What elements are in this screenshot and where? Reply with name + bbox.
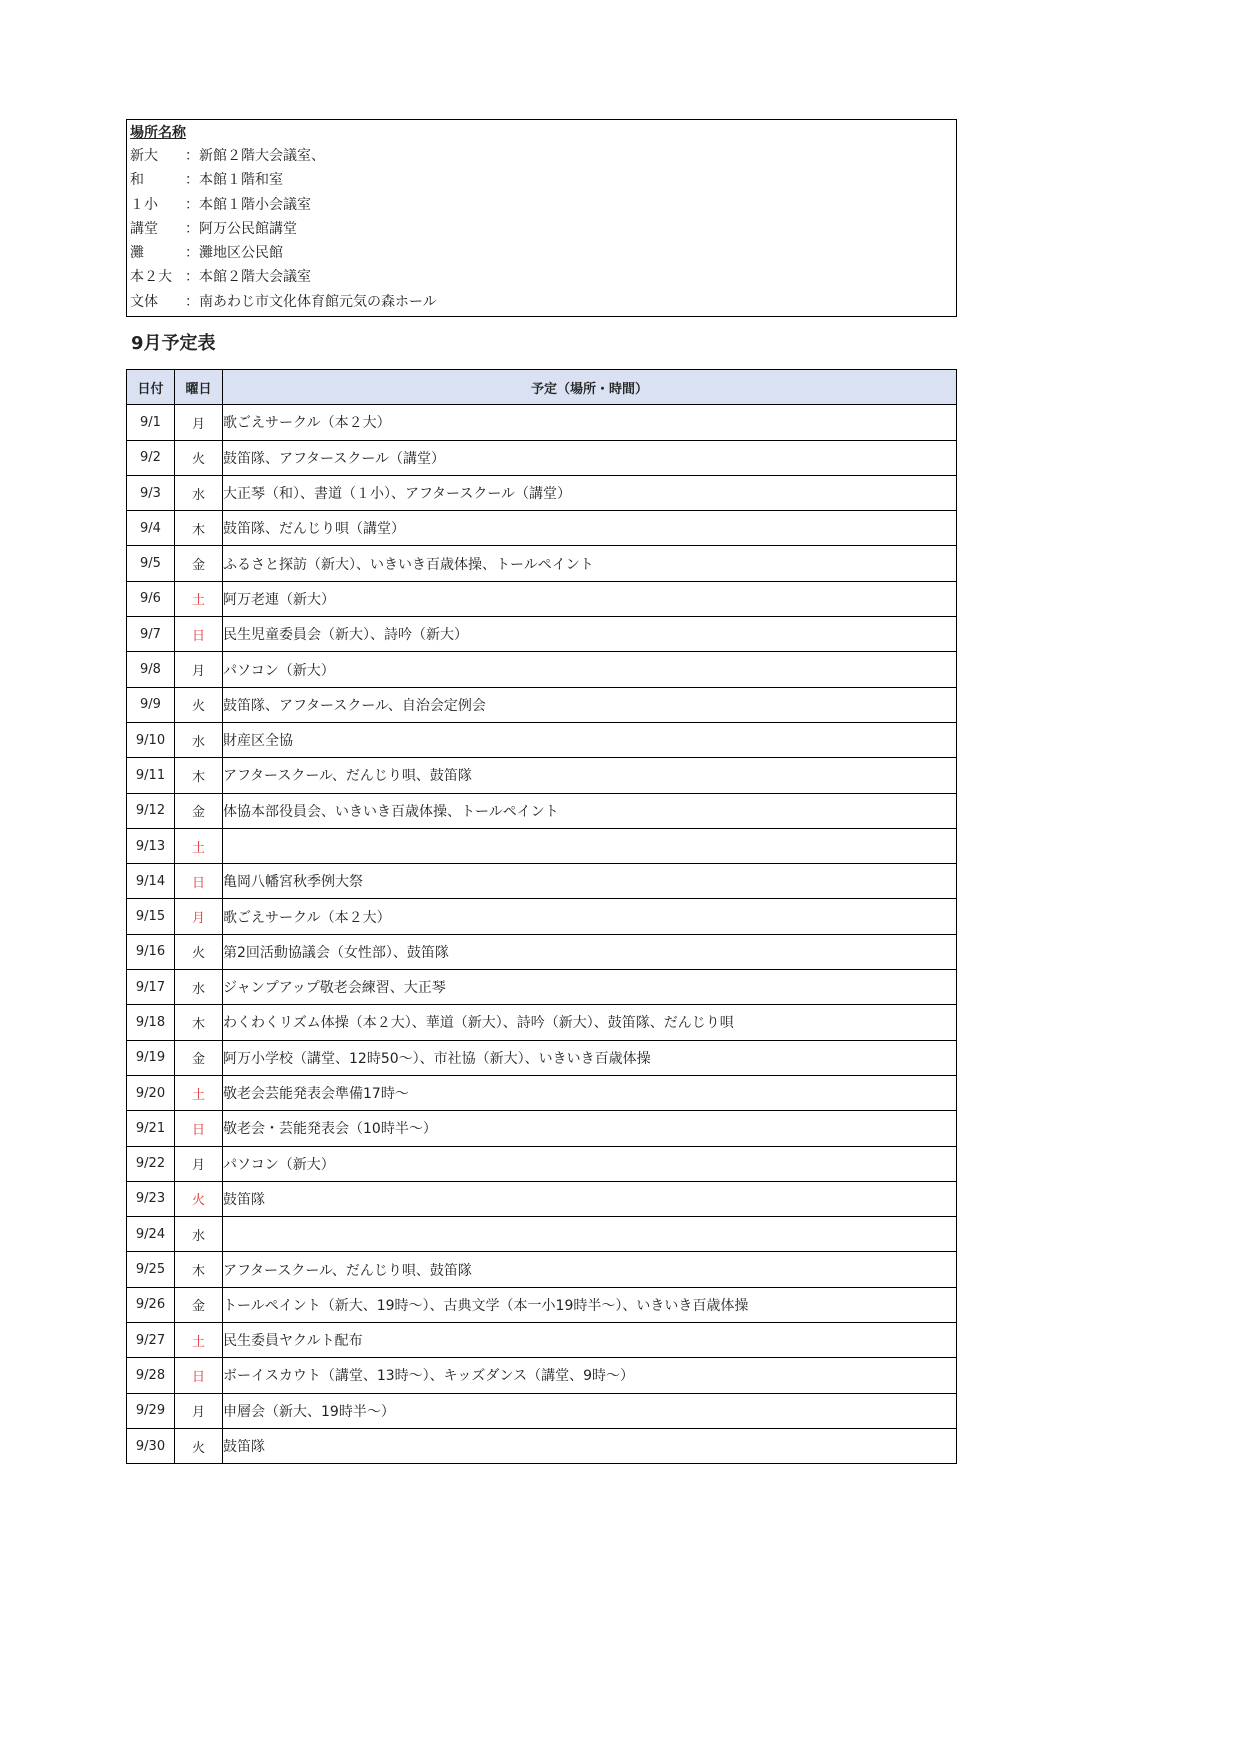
date-cell: 9/12 <box>127 793 175 828</box>
date-cell: 9/24 <box>127 1217 175 1252</box>
weekday-cell: 月 <box>175 652 223 687</box>
event-cell: 歌ごえサークル（本２大） <box>223 899 957 934</box>
legend-item <box>130 144 953 168</box>
weekday-cell: 日 <box>175 1111 223 1146</box>
schedule-table <box>126 369 957 1464</box>
table-row <box>127 1393 957 1428</box>
table-row <box>127 1040 957 1075</box>
location-legend <box>126 119 957 317</box>
header-day: 曜日 <box>175 370 223 405</box>
weekday-cell: 日 <box>175 617 223 652</box>
date-cell: 9/30 <box>127 1428 175 1463</box>
table-row <box>127 1075 957 1110</box>
event-cell: ふるさと探訪（新大）、いきいき百歳体操、トールペイント <box>223 546 957 581</box>
legend-code: 本２大 <box>130 269 172 286</box>
table-row <box>127 1005 957 1040</box>
event-cell: パソコン（新大） <box>223 652 957 687</box>
header-event: 予定（場所・時間） <box>223 370 957 405</box>
weekday-cell: 木 <box>175 758 223 793</box>
table-row <box>127 546 957 581</box>
event-cell: パソコン（新大） <box>223 1146 957 1181</box>
legend-code: 新大 <box>130 148 158 164</box>
legend-code: 文体 <box>130 293 158 310</box>
table-row <box>127 828 957 863</box>
legend-description: ：本館２階大会議室 <box>185 269 311 286</box>
date-cell: 9/3 <box>127 475 175 510</box>
weekday-cell: 土 <box>175 1075 223 1110</box>
table-row <box>127 475 957 510</box>
event-cell: 鼓笛隊 <box>223 1181 957 1216</box>
weekday-cell: 日 <box>175 1358 223 1393</box>
legend-item <box>130 265 953 289</box>
legend-description: ：灘地区公民館 <box>185 245 283 262</box>
date-cell: 9/25 <box>127 1252 175 1287</box>
event-cell <box>223 1217 957 1252</box>
event-cell: 歌ごえサークル（本２大） <box>223 405 957 440</box>
event-cell: 鼓笛隊 <box>223 1428 957 1463</box>
weekday-cell: 木 <box>175 511 223 546</box>
date-cell: 9/7 <box>127 617 175 652</box>
event-cell: 鼓笛隊、アフタースクール、自治会定例会 <box>223 687 957 722</box>
date-cell: 9/16 <box>127 934 175 969</box>
event-cell: 申層会（新大、19時半～） <box>223 1393 957 1428</box>
schedule-body <box>127 405 957 1464</box>
table-row <box>127 1428 957 1463</box>
date-cell: 9/17 <box>127 970 175 1005</box>
event-cell: 亀岡八幡宮秋季例大祭 <box>223 864 957 899</box>
event-cell: 阿万小学校（講堂、12時50～）、市社協（新大）、いきいき百歳体操 <box>223 1040 957 1075</box>
date-cell: 9/20 <box>127 1075 175 1110</box>
legend-code: 講堂 <box>130 220 158 237</box>
table-row <box>127 1323 957 1358</box>
weekday-cell: 水 <box>175 475 223 510</box>
weekday-cell: 火 <box>175 1428 223 1463</box>
table-row <box>127 1252 957 1287</box>
weekday-cell: 月 <box>175 1146 223 1181</box>
table-row <box>127 652 957 687</box>
page-title: 9月予定表 <box>131 333 216 354</box>
table-row <box>127 1358 957 1393</box>
legend-code: 灘 <box>130 245 144 262</box>
date-cell: 9/15 <box>127 899 175 934</box>
weekday-cell: 土 <box>175 581 223 616</box>
table-row <box>127 1217 957 1252</box>
date-cell: 9/8 <box>127 652 175 687</box>
event-cell: 第2回活動協議会（女性部）、鼓笛隊 <box>223 934 957 969</box>
legend-list <box>130 144 953 314</box>
event-cell: 民生児童委員会（新大）、詩吟（新大） <box>223 617 957 652</box>
date-cell: 9/26 <box>127 1287 175 1322</box>
event-cell: 敬老会・芸能発表会（10時半～） <box>223 1111 957 1146</box>
event-cell: 体協本部役員会、いきいき百歳体操、トールペイント <box>223 793 957 828</box>
event-cell: 大正琴（和）、書道（１小）、アフタースクール（講堂） <box>223 475 957 510</box>
weekday-cell: 木 <box>175 1252 223 1287</box>
legend-description: ：本館１階和室 <box>185 172 283 189</box>
weekday-cell: 日 <box>175 864 223 899</box>
table-row <box>127 687 957 722</box>
event-cell <box>223 828 957 863</box>
date-cell: 9/4 <box>127 511 175 546</box>
table-row <box>127 970 957 1005</box>
date-cell: 9/13 <box>127 828 175 863</box>
date-cell: 9/19 <box>127 1040 175 1075</box>
event-cell: 鼓笛隊、アフタースクール（講堂） <box>223 440 957 475</box>
weekday-cell: 金 <box>175 1287 223 1322</box>
legend-code: １小 <box>130 196 158 213</box>
legend-title: 場所名称 <box>130 125 186 141</box>
event-cell: 鼓笛隊、だんじり唄（講堂） <box>223 511 957 546</box>
legend-code: 和 <box>130 172 144 189</box>
weekday-cell: 月 <box>175 1393 223 1428</box>
date-cell: 9/14 <box>127 864 175 899</box>
weekday-cell: 木 <box>175 1005 223 1040</box>
weekday-cell: 土 <box>175 1323 223 1358</box>
table-row <box>127 1146 957 1181</box>
table-row <box>127 934 957 969</box>
date-cell: 9/28 <box>127 1358 175 1393</box>
event-cell: アフタースクール、だんじり唄、鼓笛隊 <box>223 1252 957 1287</box>
date-cell: 9/27 <box>127 1323 175 1358</box>
weekday-cell: 火 <box>175 934 223 969</box>
date-cell: 9/22 <box>127 1146 175 1181</box>
table-row <box>127 864 957 899</box>
event-cell: わくわくリズム体操（本２大）、華道（新大）、詩吟（新大）、鼓笛隊、だんじり唄 <box>223 1005 957 1040</box>
header-date: 日付 <box>127 370 175 405</box>
date-cell: 9/1 <box>127 405 175 440</box>
weekday-cell: 水 <box>175 1217 223 1252</box>
weekday-cell: 土 <box>175 828 223 863</box>
legend-description: ：阿万公民館講堂 <box>185 220 297 237</box>
date-cell: 9/11 <box>127 758 175 793</box>
legend-item <box>130 290 953 314</box>
date-cell: 9/9 <box>127 687 175 722</box>
legend-description: ：新館２階大会議室、 <box>185 148 325 164</box>
table-row <box>127 1181 957 1216</box>
weekday-cell: 火 <box>175 687 223 722</box>
table-row <box>127 758 957 793</box>
event-cell: トールペイント（新大、19時～）、古典文学（本一小19時半～）、いきいき百歳体操 <box>223 1287 957 1322</box>
event-cell: 民生委員ヤクルト配布 <box>223 1323 957 1358</box>
table-row <box>127 722 957 757</box>
legend-description: ：本館１階小会議室 <box>185 196 311 213</box>
table-row <box>127 899 957 934</box>
weekday-cell: 火 <box>175 440 223 475</box>
event-cell: 阿万老連（新大） <box>223 581 957 616</box>
legend-item <box>130 241 953 265</box>
table-row <box>127 581 957 616</box>
legend-item <box>130 193 953 217</box>
table-row <box>127 511 957 546</box>
date-cell: 9/21 <box>127 1111 175 1146</box>
legend-item <box>130 217 953 241</box>
date-cell: 9/2 <box>127 440 175 475</box>
weekday-cell: 火 <box>175 1181 223 1216</box>
date-cell: 9/18 <box>127 1005 175 1040</box>
table-row <box>127 1287 957 1322</box>
date-cell: 9/23 <box>127 1181 175 1216</box>
event-cell: 財産区全協 <box>223 722 957 757</box>
date-cell: 9/10 <box>127 722 175 757</box>
event-cell: 敬老会芸能発表会準備17時～ <box>223 1075 957 1110</box>
legend-description: ：南あわじ市文化体育館元気の森ホール <box>185 293 437 310</box>
table-row <box>127 1111 957 1146</box>
weekday-cell: 月 <box>175 405 223 440</box>
weekday-cell: 金 <box>175 1040 223 1075</box>
table-header-row <box>127 370 957 405</box>
weekday-cell: 月 <box>175 899 223 934</box>
legend-item <box>130 168 953 192</box>
table-row <box>127 440 957 475</box>
event-cell: ジャンプアップ敬老会練習、大正琴 <box>223 970 957 1005</box>
date-cell: 9/5 <box>127 546 175 581</box>
table-row <box>127 405 957 440</box>
weekday-cell: 水 <box>175 722 223 757</box>
table-row <box>127 793 957 828</box>
weekday-cell: 金 <box>175 793 223 828</box>
date-cell: 9/29 <box>127 1393 175 1428</box>
weekday-cell: 金 <box>175 546 223 581</box>
event-cell: ボーイスカウト（講堂、13時～）、キッズダンス（講堂、9時～） <box>223 1358 957 1393</box>
date-cell: 9/6 <box>127 581 175 616</box>
table-row <box>127 617 957 652</box>
weekday-cell: 水 <box>175 970 223 1005</box>
event-cell: アフタースクール、だんじり唄、鼓笛隊 <box>223 758 957 793</box>
